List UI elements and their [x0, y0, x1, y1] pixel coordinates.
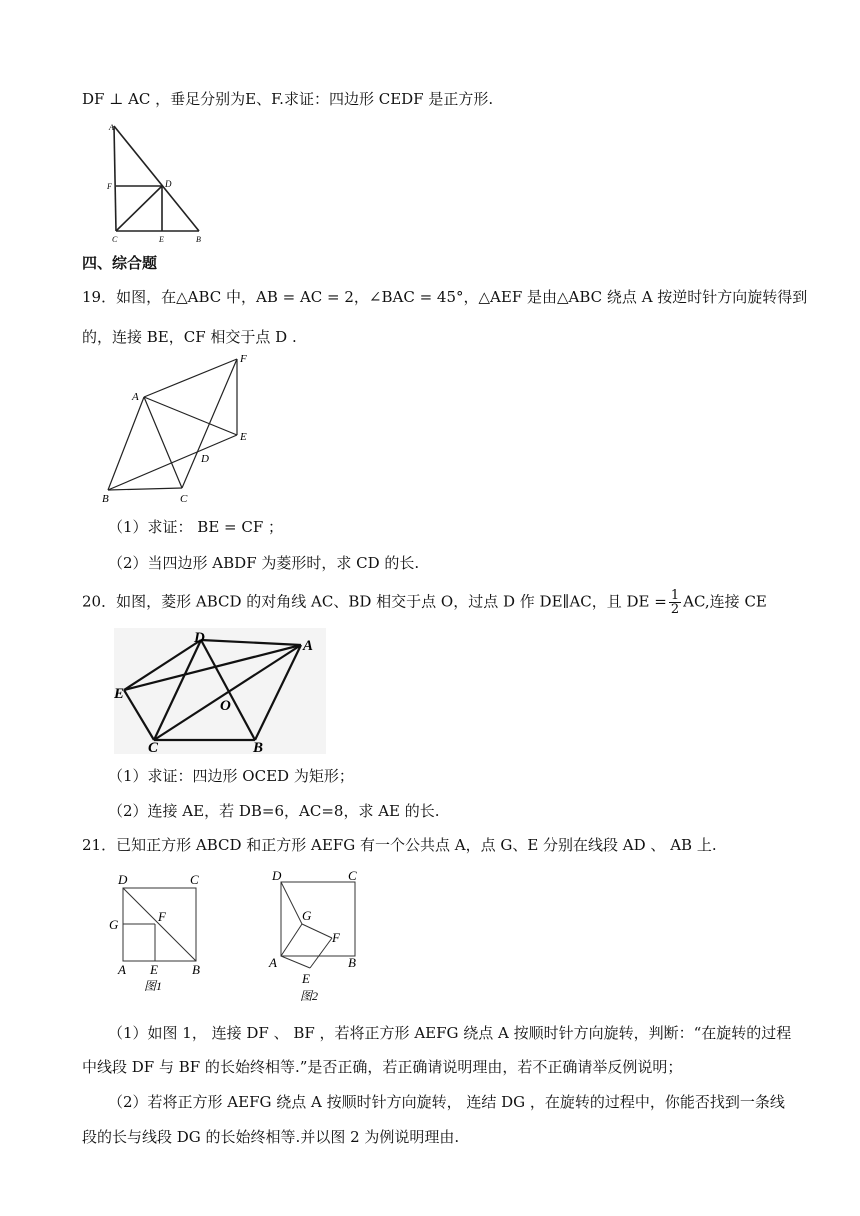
fig21a-label-C: C: [190, 872, 199, 887]
q19-line1: 19．如图，在△ABC 中，AB = AC = 2，∠BAC = 45°，△AEF 是由△ABC 绕点 A 按逆时针方向旋转得到: [82, 288, 808, 306]
q19-sub2: （2）当四边形 ABDF 为菱形时，求 CD 的长.: [108, 554, 420, 572]
fig20-label-E: E: [114, 686, 125, 702]
fig20-label-B: B: [253, 740, 264, 754]
figure-q20: [114, 628, 326, 754]
q21-sub1-line1: （1）如图 1， 连接 DF 、 BF ，若将正方形 AEFG 绕点 A 按顺时针方向旋转，判断：“在旋转的过程: [108, 1024, 792, 1042]
fig19-label-D: D: [201, 453, 209, 465]
fig21a-label-G: G: [109, 917, 119, 932]
q20-fraction: [669, 589, 681, 616]
q20-frac-num: 1: [670, 588, 680, 603]
fig21b-caption: 图2: [300, 989, 319, 1003]
fig19-label-C: C: [180, 493, 188, 504]
q19-line2: 的，连接 BE，CF 相交于点 D .: [82, 328, 297, 346]
fig20-label-O: O: [220, 698, 231, 714]
q19-sub1: （1）求证： BE = CF ；: [108, 518, 284, 536]
fig21a-label-E: E: [150, 962, 158, 977]
q21-sub2-line1: （2）若将正方形 AEFG 绕点 A 按顺时针方向旋转， 连结 DG ，在旋转的过程中，你能否找到一条线: [108, 1093, 785, 1111]
figure-q19: [98, 352, 258, 504]
q20-frac-den: 2: [670, 602, 680, 617]
fig18-label-B: B: [196, 235, 201, 244]
fig21a-label-F: F: [158, 909, 166, 924]
fig19-label-A: A: [132, 391, 139, 403]
fig20-label-C: C: [148, 740, 159, 754]
q21-line1: 21．已知正方形 ABCD 和正方形 AEFG 有一个公共点 A，点 G、E 分别在线段 AD 、 AB 上.: [82, 836, 717, 854]
q20-sub2: （2）连接 AE，若 DB=6，AC=8，求 AE 的长.: [108, 802, 440, 820]
q20-line1: [82, 589, 767, 616]
fig19-label-F: F: [240, 353, 247, 365]
fig21a-label-B: B: [192, 962, 200, 977]
figure-q21-2: [262, 864, 372, 1004]
fig21b-label-A: A: [269, 955, 277, 970]
q20-sub1: （1）求证：四边形 OCED 为矩形；: [108, 767, 354, 785]
q21-sub1-line2: 中线段 DF 与 BF 的长始终相等.”是否正确，若正确请说明理由，若不正确请举反例说明；: [82, 1058, 683, 1076]
q20-line1-a: 20．如图，菱形 ABCD 的对角线 AC、BD 相交于点 O，过点 D 作 DE∥AC，且 DE =: [82, 592, 667, 611]
fig19-label-E: E: [240, 431, 247, 443]
fig20-label-A: A: [303, 638, 314, 654]
fig21b-label-C: C: [348, 868, 357, 883]
fig18-label-D: D: [165, 179, 172, 189]
fig18-label-F: F: [107, 182, 112, 191]
figure-q21-1: [106, 870, 206, 1000]
fig21b-label-G: G: [302, 908, 312, 923]
fig21b-label-F: F: [332, 930, 340, 945]
fig20-label-D: D: [194, 630, 205, 646]
fig21b-label-B: B: [348, 955, 356, 970]
fig18-label-C: C: [112, 235, 118, 244]
fig21a-label-A: A: [118, 962, 126, 977]
fig19-label-B: B: [102, 493, 109, 504]
section-title: 四、综合题: [82, 254, 158, 272]
fig18-label-E: E: [159, 235, 164, 244]
q21-sub2-line2: 段的长与线段 DG 的长始终相等.并以图 2 为例说明理由.: [82, 1128, 460, 1146]
fig18-label-A: A: [109, 123, 114, 132]
fig21a-label-D: D: [118, 872, 128, 887]
fig21b-label-E: E: [302, 971, 310, 986]
q20-line1-b: AC,连接 CE: [683, 592, 767, 611]
fig21b-label-D: D: [272, 868, 282, 883]
fig21a-caption: 图1: [144, 979, 163, 993]
figure-q18: [104, 118, 204, 248]
q18-tail-text: DF ⊥ AC ，垂足分别为E、F.求证：四边形 CEDF 是正方形.: [82, 90, 494, 108]
